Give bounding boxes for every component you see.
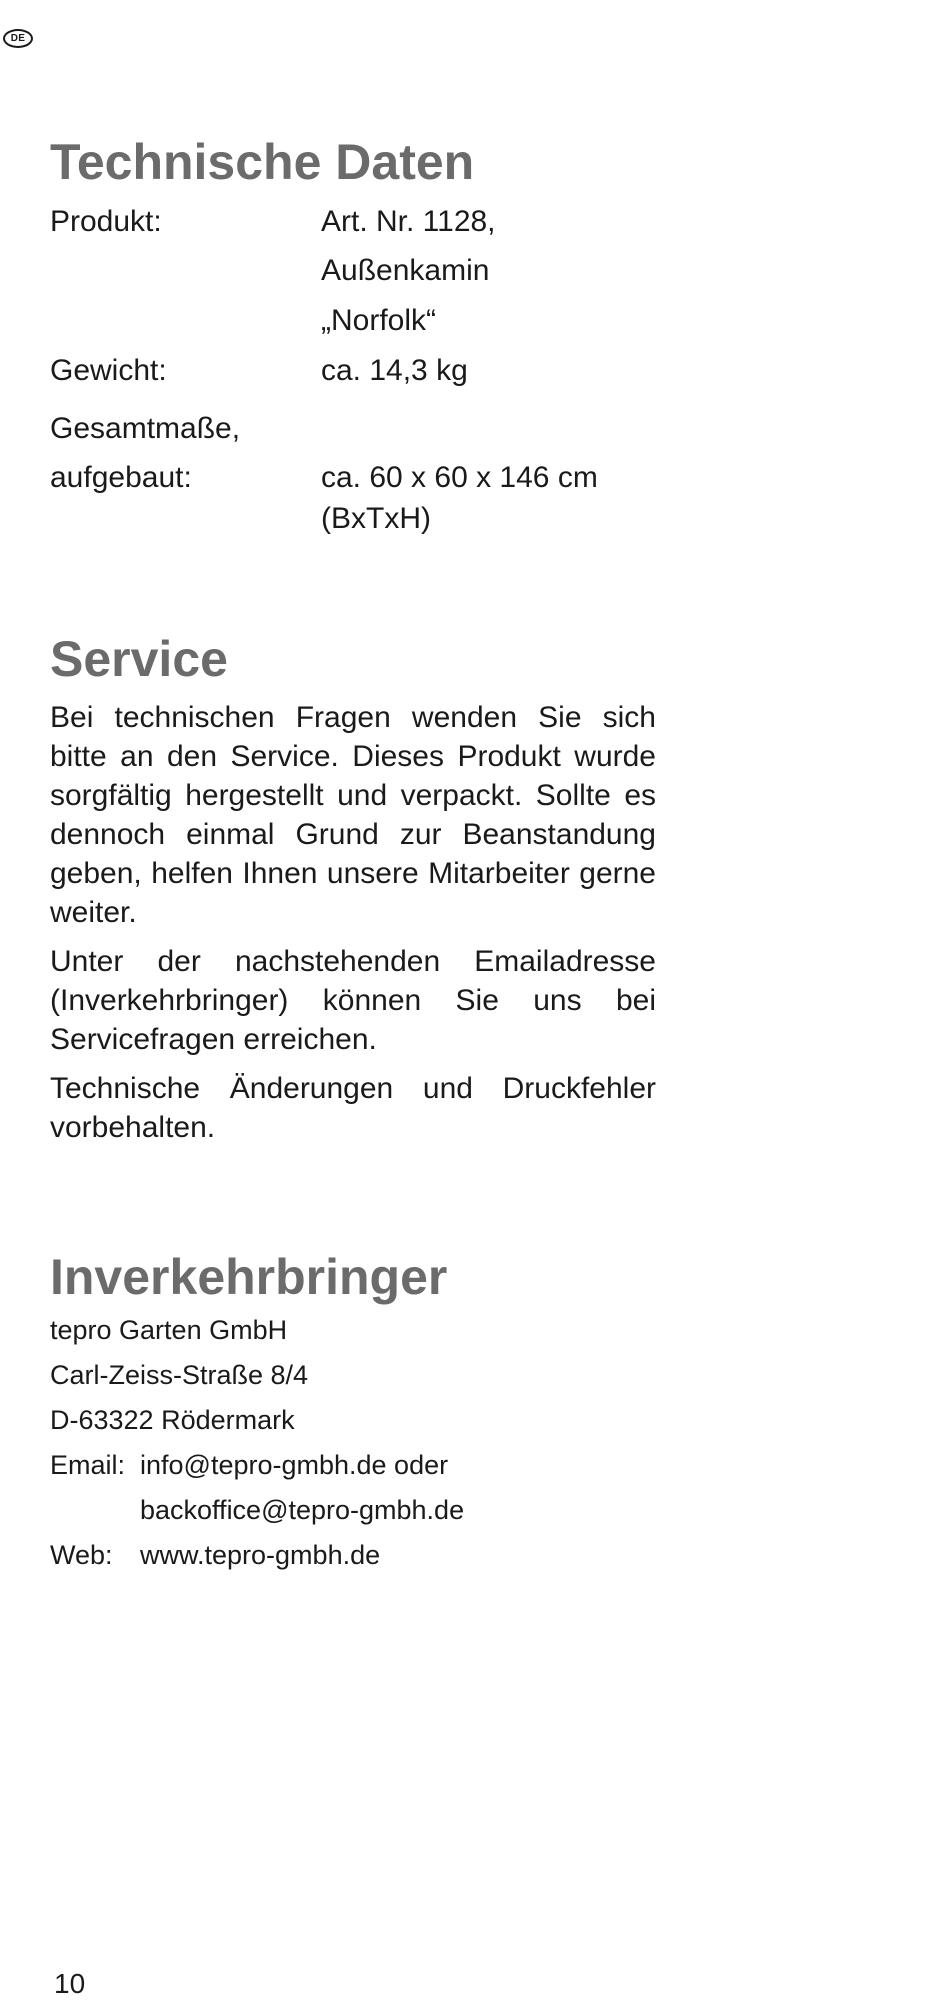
web-label: Web: bbox=[50, 1540, 113, 1570]
product-label: Produkt: bbox=[50, 205, 162, 238]
service-paragraph-disclaimer: Technische Änderungen und Druckfehler vorbehalten. bbox=[50, 1072, 656, 1144]
service-heading: Service bbox=[50, 631, 228, 687]
dimensions-unit-order: (BxTxH) bbox=[321, 502, 431, 535]
dimensions-value: ca. 60 x 60 x 146 cm bbox=[321, 461, 598, 494]
product-value-article: Art. Nr. 1128, bbox=[321, 205, 496, 238]
language-badge: DE bbox=[3, 29, 33, 48]
product-value-name: „Norfolk“ bbox=[321, 304, 437, 337]
page-number: 10 bbox=[54, 1968, 86, 1999]
email-primary[interactable]: info@tepro-gmbh.de oder bbox=[140, 1450, 449, 1480]
dimensions-label-line2: aufgebaut: bbox=[50, 461, 192, 494]
email-secondary[interactable]: backoffice@tepro-gmbh.de bbox=[140, 1495, 465, 1525]
city-address-text: D-63322 Rödermark bbox=[50, 1405, 295, 1435]
email-label: Email: bbox=[50, 1450, 126, 1480]
weight-value: ca. 14,3 kg bbox=[321, 354, 468, 387]
street-address bbox=[50, 1353, 464, 1398]
email-indent bbox=[50, 1488, 140, 1533]
weight-label: Gewicht: bbox=[50, 354, 167, 387]
email-row bbox=[50, 1443, 464, 1488]
technical-data-heading: Technische Daten bbox=[50, 134, 475, 190]
service-paragraph-contact: Bei technischen Fragen wenden Sie sich bitte an den Service. Dieses Produkt wurde sorgfältig hergestellt und verpackt. Sollte es dennoch einmal Grund zur Beanstandung geben, helfen Ihnen unsere Mitarbeiter gerne weiter. bbox=[50, 701, 656, 929]
web-link[interactable]: www.tepro-gmbh.de bbox=[140, 1540, 381, 1570]
company-name bbox=[50, 1308, 464, 1353]
service-text bbox=[50, 698, 656, 1147]
city-address bbox=[50, 1398, 464, 1443]
service-paragraph-email: Unter der nachstehenden Emailadresse (Inverkehrbringer) können Sie uns bei Servicefragen erreichen. bbox=[50, 945, 656, 1056]
distributor-heading: Inverkehrbringer bbox=[50, 1249, 448, 1305]
dimensions-label-line1: Gesamtmaße, bbox=[50, 412, 241, 445]
street-address-text: Carl-Zeiss-Straße 8/4 bbox=[50, 1360, 309, 1390]
email-secondary-row bbox=[50, 1488, 464, 1533]
web-row bbox=[50, 1533, 464, 1578]
company-name-text: tepro Garten GmbH bbox=[50, 1315, 288, 1345]
product-value-type: Außenkamin bbox=[321, 254, 490, 287]
distributor-contact-block bbox=[50, 1308, 464, 1578]
